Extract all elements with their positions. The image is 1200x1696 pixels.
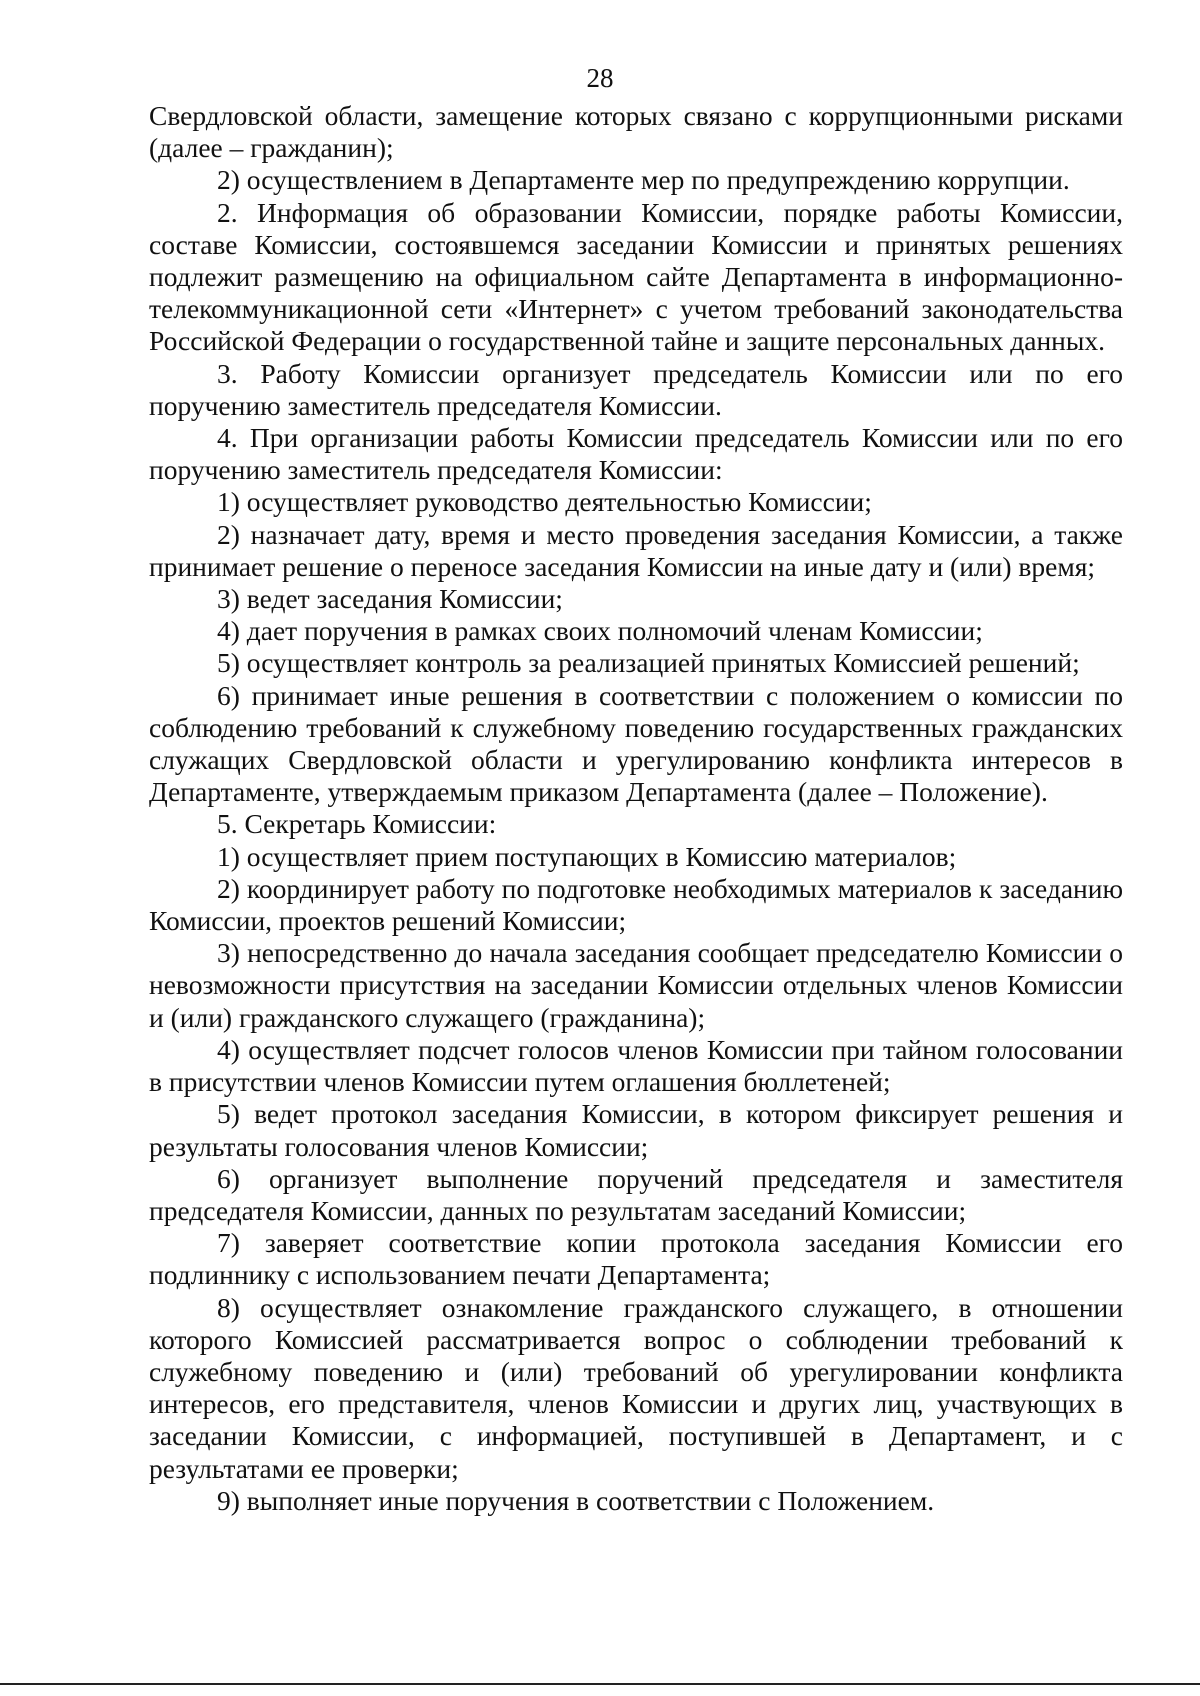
paragraph: 4. При организации работы Комиссии председатель Комиссии или по его поручению заместитель председателя Комиссии:	[149, 422, 1123, 486]
list-item: 4) осуществляет подсчет голосов членов Комиссии при тайном голосовании в присутствии членов Комиссии путем оглашения бюллетеней;	[149, 1033, 1123, 1098]
page-number: 28	[586, 63, 614, 93]
paragraph: Свердловской области, замещение которых связано с коррупционными рисками (далее – гражданин);	[149, 100, 1123, 164]
list-item: 7) заверяет соответствие копии протокола заседания Комиссии его подлиннику с использованием печати Департамента;	[149, 1227, 1123, 1291]
list-item: 6) организует выполнение поручений председателя и заместителя председателя Комиссии, данных по результатам заседаний Комиссии;	[149, 1162, 1123, 1226]
list-item: 2) назначает дату, время и место проведения заседания Комиссии, а также принимает решение о переносе заседания Комиссии на иные дату и (или) время;	[149, 518, 1123, 582]
list-item: 1) осуществляет прием поступающих в Комиссию материалов;	[217, 840, 957, 872]
paragraph: 3. Работу Комиссии организует председатель Комиссии или по его поручению заместитель председателя Комиссии.	[149, 357, 1123, 421]
list-item: 3) непосредственно до начала заседания сообщает председателю Комиссии о невозможности присутствия на заседании Комиссии отдельных членов Комиссии и (или) гражданского служащего (гражданина);	[149, 937, 1123, 1033]
list-item: 3) ведет заседания Комиссии;	[217, 583, 563, 615]
list-item: 5) ведет протокол заседания Комиссии, в котором фиксирует решения и результаты голосования членов Комиссии;	[149, 1098, 1123, 1162]
list-item: 2) координирует работу по подготовке необходимых материалов к заседанию Комиссии, проектов решений Комиссии;	[149, 872, 1123, 937]
list-item: 6) принимает иные решения в соответствии с положением о комиссии по соблюдению требований к служебному поведению государственных гражданских служащих Свердловской области и урегулированию конфликта интересов в Департаменте, утверждаемым приказом Департамента (далее – Положение).	[149, 679, 1123, 808]
bottom-divider	[0, 1683, 1200, 1685]
list-item: 5) осуществляет контроль за реализацией принятых Комиссией решений;	[217, 647, 1080, 679]
paragraph: 2) осуществлением в Департаменте мер по предупреждению коррупции.	[217, 164, 1070, 196]
paragraph: 5. Секретарь Комиссии:	[217, 808, 497, 840]
document-body	[149, 100, 1123, 1517]
list-item: 8) осуществляет ознакомление гражданского служащего, в отношении которого Комиссией рассматривается вопрос о соблюдении требований к служебному поведению и (или) требований об урегулировании конфликта интересов, его представителя, членов Комиссии и других лиц, участвующих в заседании Комиссии, с информацией, поступившей в Департамент, и с результатами ее проверки;	[149, 1291, 1123, 1484]
list-item: 4) дает поручения в рамках своих полномочий членам Комиссии;	[217, 615, 983, 647]
list-item: 1) осуществляет руководство деятельностью Комиссии;	[217, 486, 872, 518]
list-item: 9) выполняет иные поручения в соответствии с Положением.	[217, 1484, 935, 1516]
paragraph: 2. Информация об образовании Комиссии, порядке работы Комиссии, составе Комиссии, состоявшемся заседании Комиссии и принятых решениях подлежит размещению на официальном сайте Департамента в информационно-телекоммуникационной сети «Интернет» с учетом требований законодательства Российской Федерации о государственной тайне и защите персональных данных.	[149, 196, 1123, 357]
